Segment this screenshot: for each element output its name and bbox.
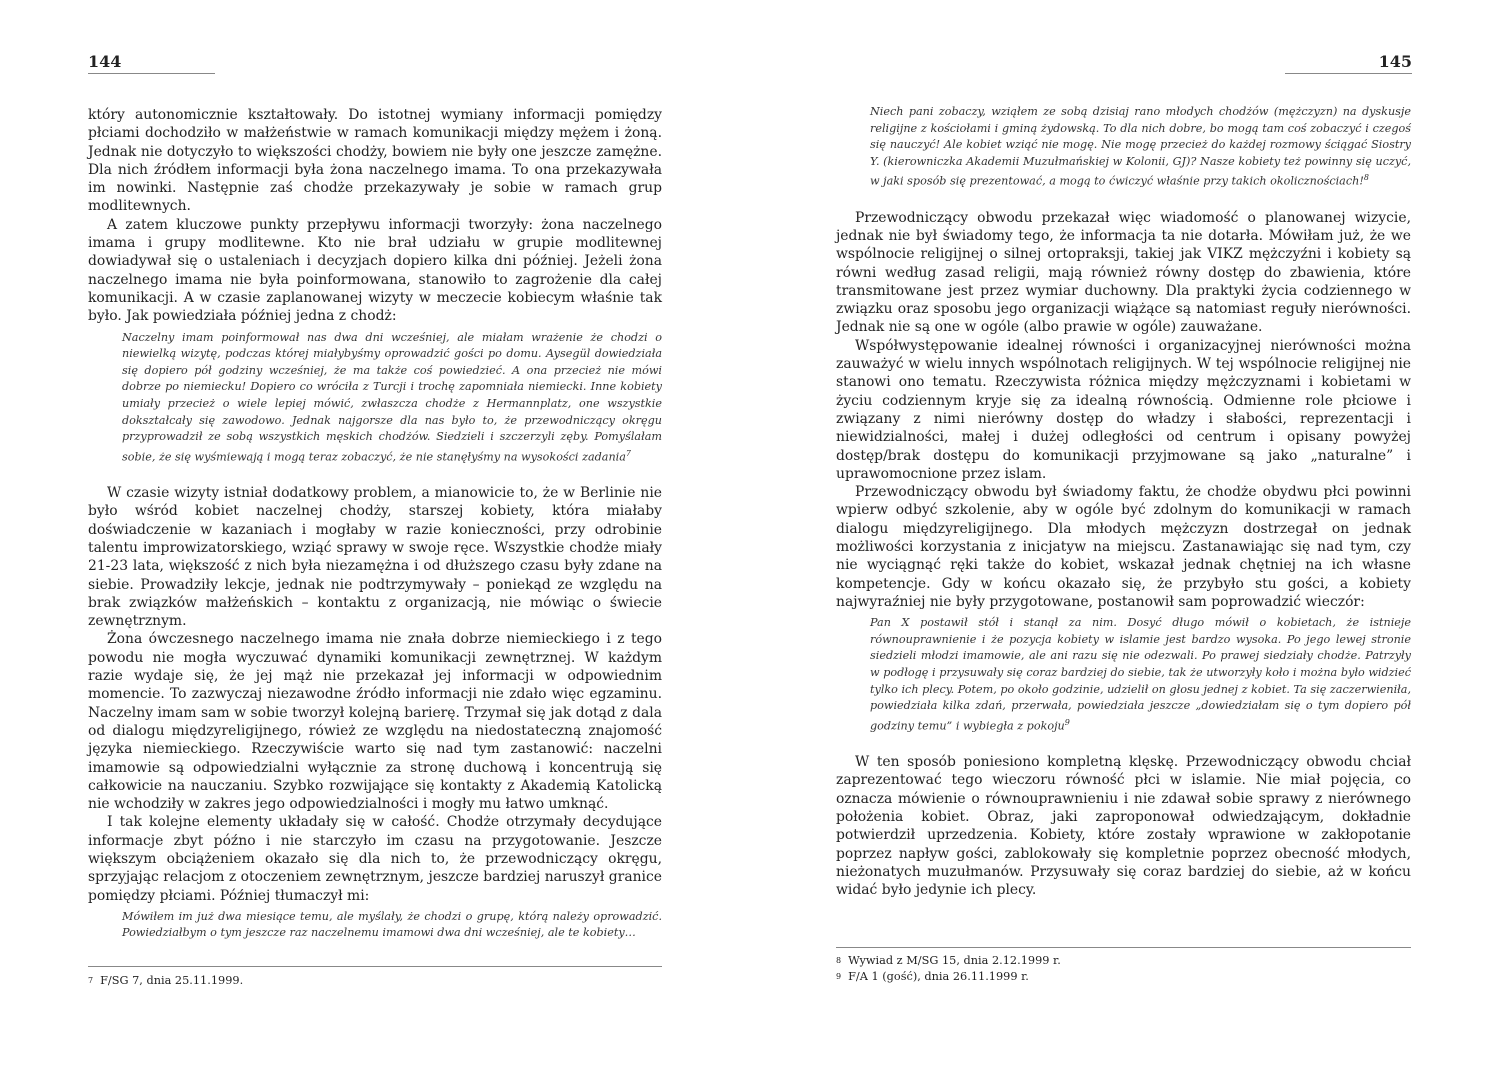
paragraph [836,483,1411,611]
header-rule [88,73,215,74]
paragraph [836,337,1411,483]
paragraph [836,753,1411,899]
paragraph [88,630,662,813]
footnote [88,973,243,989]
paragraph [88,216,662,326]
header-rule [1285,73,1412,74]
paragraph-text: W czasie wizyty istniał dodatkowy problem, a mianowicie to, że w Berlinie nie było wśród kobiet naczelnej chodży, starszej kobiety, która miałaby doświadczenie w kazaniach i mogłaby w razie konieczności, przy odrobinie talentu improwizatorskiego, wziąć sprawy w swoje ręce. Wszystkie chodże miały 21-23 lata, większość z nich była niezamężna i od dłuższego czasu były zdane na siebie. Prowadziły lekcje, jednak nie podtrzymywały – poniekąd ze względu na brak związków małżeńskich – kontaktu z organizacją, nie mówiąc o świecie zewnętrznym. [88,485,662,630]
paragraph [88,813,662,904]
page-number: 145 [1378,52,1412,71]
paragraph [88,484,662,630]
footnote-number: 9 [836,972,842,981]
footnote-rule [836,947,1411,948]
footnote-text: F/SG 7, dnia 25.11.1999. [100,974,244,987]
footnotes-left [88,973,243,989]
paragraph-text: W ten sposób poniesiono kompletną klęskę. Przewodniczący obwodu chciał zaprezentować tego wieczoru równość płci w islamie. Nie miał pojęcia, co oznacza mówienie o równouprawnieniu i nie zdawał sobie sprawy z nierównego położenia kobiet. Obraz, jaki zaproponował odwiedzającym, dokładnie potwierdził uprzedzenia. Kobiety, które zostały wprawione w zakłopotanie poprzez napływ gości, zablokowały się kompletnie poprzez obecność młodych, nieżonatych muzułmanów. Przysuwały się coraz bardziej do siebie, aż w końcu widać było jedynie ich plecy. [836,754,1411,899]
block-quote [122,330,662,466]
paragraph-text: Pan X postawił stół i stanął za nim. Dosyć długo mówił o kobietach, że istnieje równouprawnienie i że pozycja kobiety w islamie jest bardzo wysoka. Po jego lewej stronie siedzieli młodzi imamowie, ale ani razu się nie odezwali. Po prawej siedziały chodże. Patrzyły w podłogę i przysuwały się coraz bardziej do siebie, tak że utworzyły koło i można było widzieć tylko ich plecy. Potem, po około godzinie, udzielił on głosu jednej z kobiet. Ta się zaczerwieniła, powiedziała kilka zdań, przerwała, powiedziała jeszcze „dowiedziałam się o tym dopiero pół godziny temu” i wybiegła z pokoju [870,616,1411,733]
page-number: 144 [88,52,122,71]
footnote-text: Wywiad z M/SG 15, dnia 2.12.1999 r. [848,954,1061,967]
paragraph-text: Niech pani zobaczy, wziąłem ze sobą dzisiaj rano młodych chodżów (mężczyzn) na dyskusje religijne z kościołami i gminą żydowską. To dla nich dobre, bo mogą tam coś zobaczyć i czegoś się nauczyć! Ale kobiet wziąć nie mogę. Nie mogę przecież do każdej rozmowy ściągać Siostry Y. (kierowniczka Akademii Muzułmańskiej w Kolonii, GJ)? Nasze kobiety też powinny się uczyć, w jaki sposób się prezentować, a mogą to ćwiczyć właśnie przy takich okolicznościach! [870,105,1411,189]
footnote-text: F/A 1 (gość), dnia 26.11.1999 r. [848,970,1029,983]
block-quote [870,104,1411,191]
paragraph-text: Przewodniczący obwodu był świadomy faktu, że chodże obydwu płci powinni wpierw odbyć szkolenie, aby w ogóle być zdolnym do komunikacji w ramach dialogu międzyreligijnego. Dla młodych mężczyzn dostrzegał on jednak możliwości korzystania z inicjatyw na miejscu. Zastanawiając się nad tym, czy nie wyciągnąć ręki także do kobiet, wskazał jednak chętniej na ich własne kompetencje. Gdy w końcu okazało się, że przybyło stu gości, a kobiety najwyraźniej nie były przygotowane, postanowił sam poprowadzić wieczór: [836,484,1411,610]
footnote-marker: 9 [1064,717,1070,727]
paragraph-text: Żona ówczesnego naczelnego imama nie znała dobrze niemieckiego i z tego powodu nie mogła wyczuwać dynamiki komunikacji zewnętrznej. W każdym razie wydaje się, że jej mąż nie przekazał jej informacji w odpowiednim momencie. To zazwyczaj niezawodne źródło informacji nie zdało więc egzaminu. Naczelny imam sam w sobie tworzył kolejną barierę. Trzymał się jak dotąd z dala od dialogu międzyreligijnego, rówież ze względu na niedostateczną znajomość języka niemieckiego. Rzeczywiście warto się nad tym zastanowić: naczelni imamowie są odpowiedzialni wyłącznie za stronę duchową i koncentrują się całkowicie na nauczaniu. Szybko rozwijające się kontakty z Akademią Katolicką nie wchodziły w zakres jego odpowiedzialności i mogły mu łatwo umknąć. [88,631,662,813]
footnote-number: 8 [836,956,842,965]
footnotes-right [836,953,1061,985]
paragraph-text: A zatem kluczowe punkty przepływu informacji tworzyły: żona naczelnego imama i grupy modlitewne. Kto nie brał udziału w grupie modlitewnej dowiadywał się o ustaleniach i decyzjach dopiero kilka dni później. Jeżeli żona naczelnego imama nie była poinformowana, stanowiło to zagrożenie dla całej komunikacji. A w czasie zaplanowanej wizyty w meczecie kobiecym właśnie tak było. Jak powiedziała później jedna z chodż: [88,216,662,325]
footnote-marker: 8 [1363,173,1369,183]
paragraph-text: Przewodniczący obwodu przekazał więc wiadomość o planowanej wizycie, jednak nie był świadomy tego, że informacja ta nie dotarła. Mówiłam już, że we wspólnocie religijnej o silnej ortopraksji, takiej jak VIKZ mężczyźni i kobiety są równi według zasad religii, mają również równy dostęp do zbawienia, które transmitowane jest przez wymiar duchowny. Dla praktyki życia codziennego w związku oraz sposobu jego organizacji wiążące są natomiast reguły nierówności. Jednak nie są one w ogóle (albo prawie w ogóle) zauważane. [836,209,1411,336]
right-text-column [836,104,1411,900]
footnote-marker: 7 [625,448,632,458]
block-quote [122,909,662,942]
paragraph-text: Naczelny imam poinformował nas dwa dni wcześniej, ale miałam wrażenie że chodzi o niewielką wizytę, podczas której miałybyśmy oprowadzić gości po domu. Aysegül dowiedziała się dopiero pół godziny wcześniej, że ma także coś powiedzieć. A ona przecież nie mówi dobrze po niemiecku! Dopiero co wróciła z Turcji i trochę zapomniała niemiecki. Inne kobiety umiały przecież o wiele lepiej mówić, zwłaszcza chodże z Hermannplatz, one wszystkie dokształcały się zawodowo. Jednak najgorsze dla nas było to, że przewodniczący okręgu przyprowadził ze sobą wszystkich męskich chodżów. Siedzieli i szczerzyli zęby. Pomyślałam sobie, że się wyśmiewają i mogą teraz zobaczyć, że nie stanęłyśmy na wysokości zadania [122,330,662,464]
block-quote [870,615,1411,735]
left-text-column [88,106,662,942]
paragraph-text: I tak kolejne elementy układały się w całość. Chodże otrzymały decydujące informacje zbyt późno i nie starczyło im czasu na przygotowanie. Jeszcze większym obciążeniem okazało się dla nich to, że przewodniczący okręgu, sprzyjając relacjom z otoczeniem zewnętrznym, jeszcze bardziej naruszył granice pomiędzy płciami. Później tłumaczył mi: [88,814,662,904]
paragraph [88,106,662,216]
footnote-rule [88,966,662,967]
paragraph-text: Współwystępowanie idealnej równości i organizacyjnej nierówności można zauważyć w wielu innych wspólnotach religijnych. W tej wspólnocie religijnej nie stanowi ono tematu. Rzeczywista różnica między mężczyznami i kobietami w życiu codziennym kryje się za idealną równością. Odmienne role płciowe i związany z nimi nierówny dostęp do władzy i słabości, reprezentacji i niewidzialności, małej i dużej odległości od centrum i opisany powyżej dostęp/brak dostępu do komunikacji przyjmowane są jako „naturalne” i uprawomocnione przez islam. [836,337,1411,482]
paragraph-text: Mówiłem im już dwa miesiące temu, ale myślały, że chodzi o grupę, którą należy oprowadzić. Powiedziałbym o tym jeszcze raz naczelnemu imamowi dwa dni wcześniej, ale te kobiety… [122,909,662,940]
footnote-number: 7 [88,976,94,985]
footnote [836,953,1061,969]
paragraph [836,209,1411,337]
paragraph-text: który autonomicznie kształtowały. Do istotnej wymiany informacji pomiędzy płciami dochodziło w małżeństwie w ramach komunikacji między mężem i żoną. Jednak nie dotyczyło to większości chodży, bowiem nie były one jeszcze zamężne. Dla nich źródłem informacji była żona naczelnego imama. To ona przekazywała im nowinki. Następnie zaś chodże przekazywały je sobie w ramach grup modlitewnych. [88,107,662,215]
footnote [836,969,1061,985]
